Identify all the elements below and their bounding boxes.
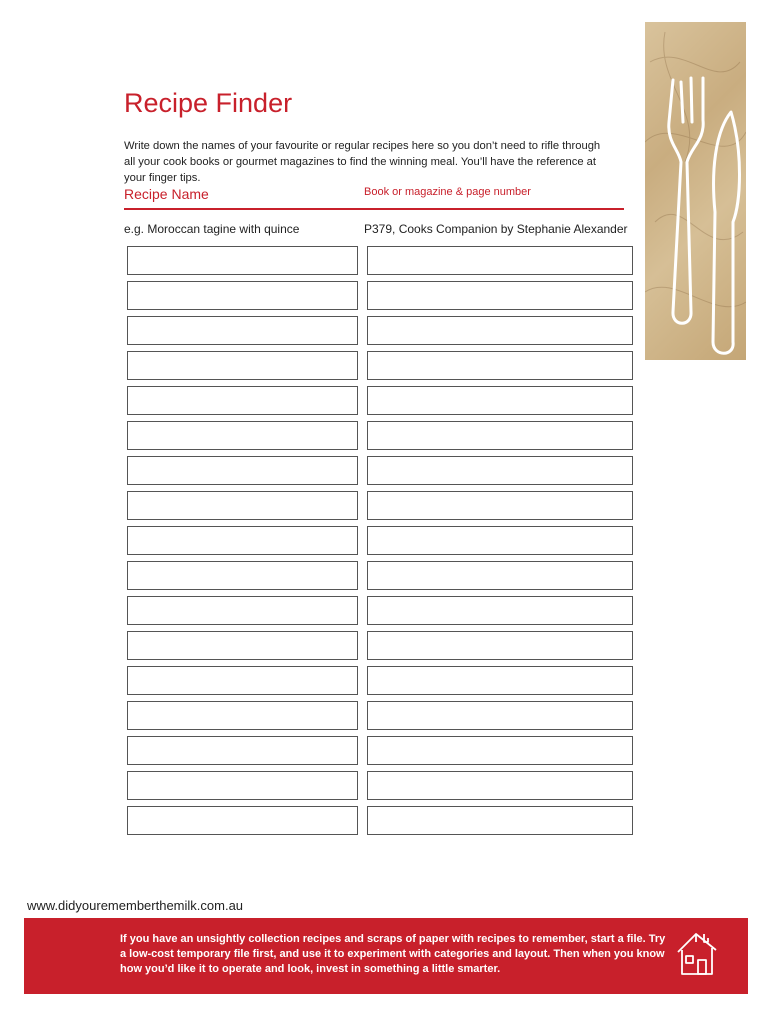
recipe-name-header: Recipe Name [124,186,209,202]
table-row [127,701,633,730]
tip-banner [24,918,748,994]
table-row [127,316,633,345]
recipe-name-field[interactable] [127,666,358,695]
house-icon [674,928,720,980]
book-reference-field[interactable] [367,456,633,485]
recipe-name-field[interactable] [127,316,358,345]
book-reference-field[interactable] [367,246,633,275]
book-reference-field[interactable] [367,491,633,520]
tip-text: If you have an unsightly collection recipes and scraps of paper with recipes to remember, start a file. Try a low-cost temporary file first, and use it to experiment with categories and layout. Then when you know how you’d like it to operate and look, invest in something a little smarter. [120,933,666,975]
book-reference-field[interactable] [367,771,633,800]
book-reference-field[interactable] [367,421,633,450]
book-reference-field[interactable] [367,666,633,695]
example-recipe-name: e.g. Moroccan tagine with quince [124,222,300,236]
fork-knife-icon [645,22,746,360]
book-page-header: Book or magazine & page number [364,186,531,198]
book-reference-field[interactable] [367,701,633,730]
table-row [127,491,633,520]
recipe-name-field[interactable] [127,456,358,485]
table-row [127,421,633,450]
book-reference-field[interactable] [367,316,633,345]
recipe-entry-list [127,246,633,841]
table-row [127,666,633,695]
recipe-name-field[interactable] [127,281,358,310]
recipe-name-field[interactable] [127,596,358,625]
recipe-name-field[interactable] [127,491,358,520]
recipe-name-field[interactable] [127,631,358,660]
table-row [127,456,633,485]
table-row [127,386,633,415]
book-reference-field[interactable] [367,386,633,415]
book-reference-field[interactable] [367,631,633,660]
book-reference-field[interactable] [367,351,633,380]
page-title: Recipe Finder [124,88,293,118]
recipe-name-field[interactable] [127,421,358,450]
book-reference-field[interactable] [367,736,633,765]
table-row [127,561,633,590]
recipe-name-field[interactable] [127,561,358,590]
table-row [127,596,633,625]
table-row [127,736,633,765]
table-row [127,246,633,275]
recipe-name-field[interactable] [127,351,358,380]
table-row [127,631,633,660]
website-url: www.didyourememberthemilk.com.au [27,898,244,913]
book-reference-field[interactable] [367,281,633,310]
recipe-name-field[interactable] [127,246,358,275]
table-row [127,526,633,555]
recipe-name-field[interactable] [127,526,358,555]
example-book-reference: P379, Cooks Companion by Stephanie Alexander [364,222,628,236]
table-row [127,806,633,835]
fork-knife-decoration [645,22,746,360]
recipe-name-field[interactable] [127,701,358,730]
recipe-name-field[interactable] [127,771,358,800]
book-reference-field[interactable] [367,561,633,590]
book-reference-field[interactable] [367,526,633,555]
recipe-name-field[interactable] [127,386,358,415]
header-divider [124,208,624,210]
table-row [127,281,633,310]
table-row [127,351,633,380]
intro-text: Write down the names of your favourite or regular recipes here so you don’t need to rifle through all your cook books or gourmet magazines to find the winning meal. You’ll have the reference at your finger tips. [124,140,601,184]
recipe-name-field[interactable] [127,806,358,835]
book-reference-field[interactable] [367,596,633,625]
recipe-name-field[interactable] [127,736,358,765]
book-reference-field[interactable] [367,806,633,835]
table-row [127,771,633,800]
